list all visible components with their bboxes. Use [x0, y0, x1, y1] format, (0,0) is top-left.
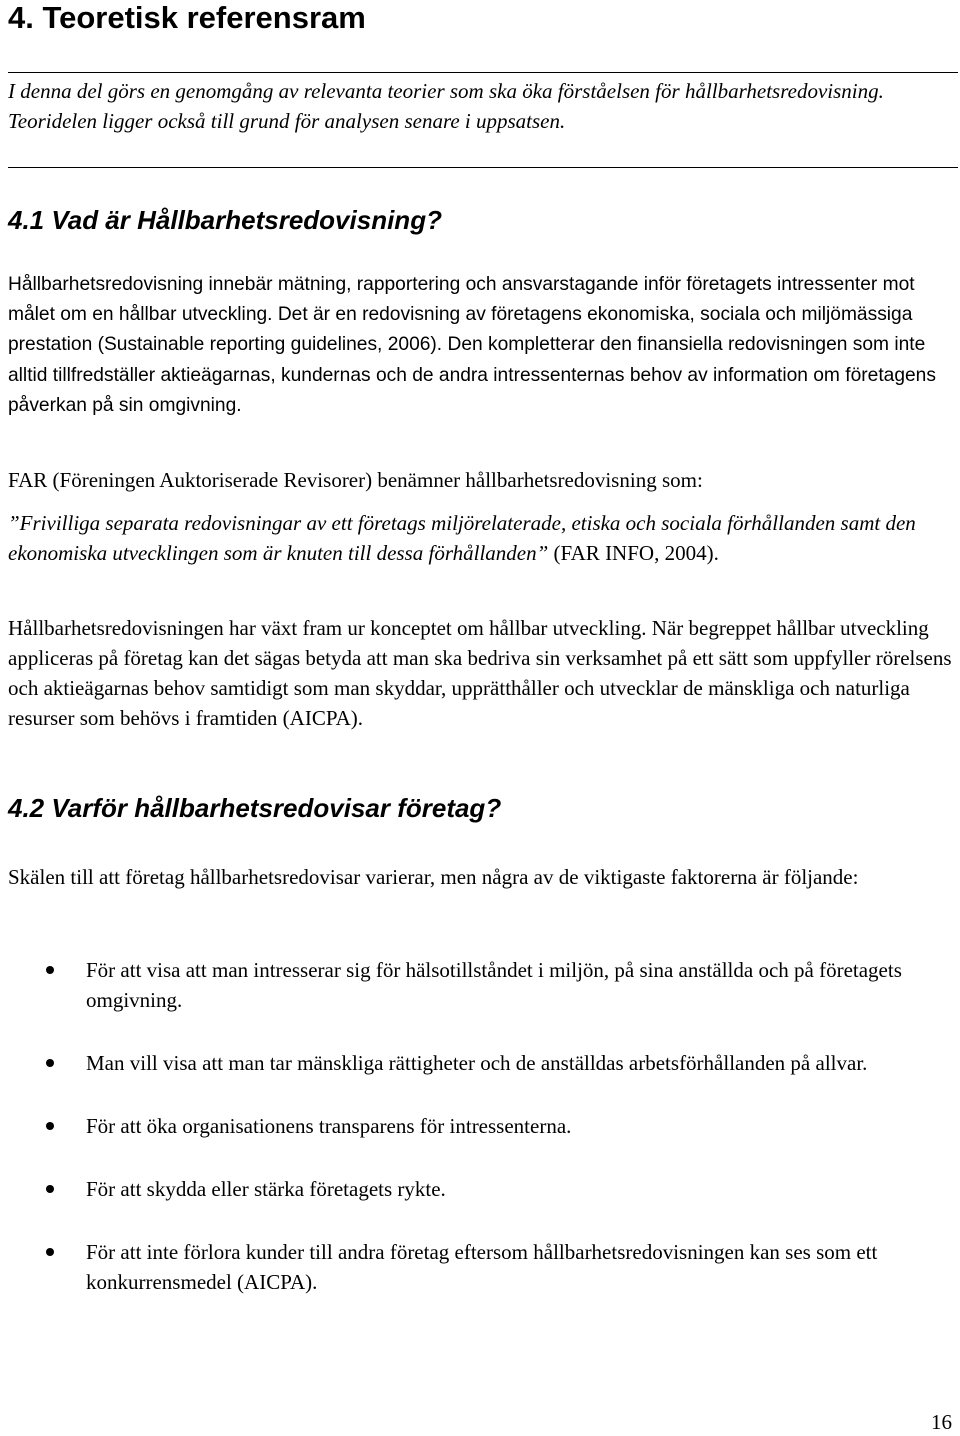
- far-quote-citation: (FAR INFO, 2004).: [553, 541, 719, 565]
- section-4-2-title: 4.2 Varför hållbarhetsredovisar företag?: [8, 793, 502, 823]
- list-item: Man vill visa att man tar mänskliga rättigheter och de anställdas arbetsförhållanden på allvar.: [8, 1048, 958, 1078]
- section-4-2-paragraph-1: Skälen till att företag hållbarhetsredovisar varierar, men några av de viktigaste faktorerna är följande:: [8, 865, 859, 889]
- section-4-1-title: 4.1 Vad är Hållbarhetsredovisning?: [8, 205, 442, 235]
- reasons-list: [8, 955, 958, 1330]
- list-item: För att öka organisationens transparens för intressenterna.: [8, 1111, 958, 1141]
- bullet-icon: [46, 1248, 54, 1256]
- intro-text: I denna del görs en genomgång av relevanta teorier som ska öka förståelsen för hållbarhetsredovisning. Teoridelen ligger också till grund för analysen senare i uppsatsen.: [8, 79, 884, 133]
- list-item: För att visa att man intresserar sig för hälsotillståndet i miljön, på sina anställda och på företagets omgivning.: [8, 955, 958, 1015]
- far-quote: ”Frivilliga separata redovisningar av ett företags miljörelaterade, etiska och sociala förhållanden samt den ekonomiska utvecklingen som är knuten till dessa förhållanden”: [8, 511, 916, 565]
- bullet-icon: [46, 1185, 54, 1193]
- page-number: 16: [931, 1410, 952, 1434]
- section-4-1-paragraph-3: Hållbarhetsredovisningen har växt fram ur konceptet om hållbar utveckling. När begreppet hållbar utveckling appliceras på företag kan det sägas betyda att man ska bedriva sin verksamhet på ett sätt som uppfyller rörelsens och aktieägarnas behov samtidigt som man skyddar, upprätthåller och utvecklar de mänskliga och naturliga resurser som behövs i framtiden (AICPA).: [8, 616, 952, 730]
- list-item: För att inte förlora kunder till andra företag eftersom hållbarhetsredovisningen kan ses som ett konkurrensmedel (AICPA).: [8, 1237, 958, 1297]
- bullet-icon: [46, 966, 54, 974]
- list-item: För att skydda eller stärka företagets rykte.: [8, 1174, 958, 1204]
- section-4-1-paragraph-1: Hållbarhetsredovisning innebär mätning, rapportering och ansvarstagande inför företagets intressenter mot målet om en hållbar utveckling. Det är en redovisning av företagens ekonomiska, sociala och miljömässiga prestation (Sustainable reporting guidelines, 2006). Den kompletterar den finansiella redovisningen som inte alltid tillfredställer aktieägarnas, kundernas och de andra intressenternas behov av information om företagens påverkan på sin omgivning.: [8, 274, 936, 416]
- intro-bottom-rule: [8, 167, 958, 168]
- bullet-icon: [46, 1122, 54, 1130]
- bullet-icon: [46, 1059, 54, 1067]
- section-4-1-quote-block: [8, 508, 958, 568]
- section-4-1-paragraph-2: FAR (Föreningen Auktoriserade Revisorer) benämner hållbarhetsredovisning som:: [8, 468, 703, 492]
- chapter-title: 4. Teoretisk referensram: [8, 0, 366, 35]
- intro-top-rule: [8, 72, 958, 73]
